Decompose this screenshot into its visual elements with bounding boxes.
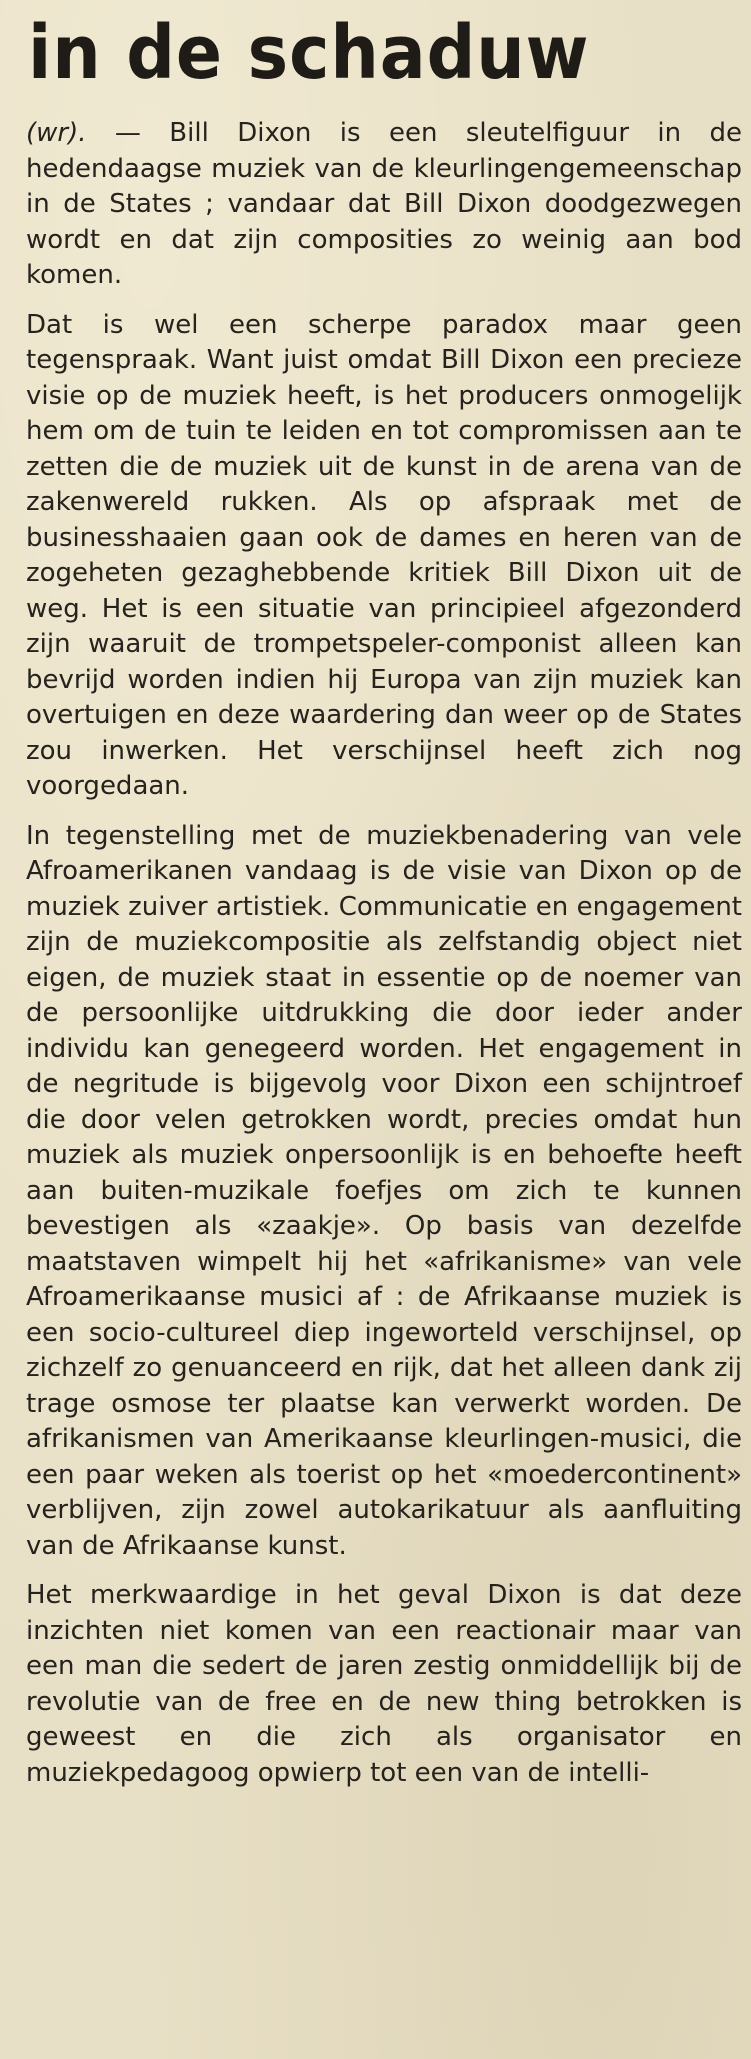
paragraph-4: Het merkwaardige in het geval Dixon is dat deze inzichten niet komen van een reactionair maar van een man die sedert de jaren zestig onmiddellijk bij de revolutie van de free en de new thing betrokken is geweest en die zich als organisator en muziekpedagoog opwierp tot een van de intelli- bbox=[26, 1580, 742, 1788]
paragraph-1-text: Bill Dixon is een sleutelfiguur in de hedendaagse muziek van de kleurlingengemeenschap in de States ; vandaar dat Bill Dixon doodgezwegen wordt en dat zijn composities zo weinig aan bod komen. bbox=[26, 118, 742, 290]
paragraph-2: Dat is wel een scherpe paradox maar geen tegenspraak. Want juist omdat Bill Dixon een precieze visie op de muziek heeft, is het producers onmogelijk hem om de tuin te leiden en tot compromissen aan te zetten die de muziek uit de kunst in de arena van de zakenwereld rukken. Als op afspraak met de businesshaaien gaan ook de dames en heren van de zogeheten gezaghebbende kritiek Bill Dixon uit de weg. Het is een situatie van principieel afgezonderd zijn waaruit de trompetspeler-componist alleen kan bevrijd worden indien hij Europa van zijn muziek kan overtuigen en deze waardering dan weer op de States zou inwerken. Het verschijnsel heeft zich nog voorgedaan. bbox=[26, 309, 742, 801]
headline: in de schaduw bbox=[28, 10, 590, 96]
article-body bbox=[26, 116, 742, 1805]
byline: (wr). bbox=[26, 118, 87, 148]
paragraph-3: In tegenstelling met de muziekbenadering van vele Afroamerikanen vandaag is de visie van Dixon op de muziek zuiver artistiek. Communicatie en engagement zijn de muziekcompositie als zelfstandig object niet eigen, de muziek staat in essentie op de noemer van de persoonlijke uitdrukking die door ieder ander individu kan genegeerd worden. Het engagement in de negritude is bijgevolg voor Dixon een schijntroef die door velen getrokken wordt, precies omdat hun muziek als muziek onpersoonlijk is en behoefte heeft aan buiten-muzikale foefjes om zich te kunnen bevestigen als «zaakje». Op basis van dezelfde maatstaven wimpelt hij het «afrikanisme» van vele Afroamerikaanse musici af : de Afrikaanse muziek is een socio-cultureel diep ingeworteld verschijnsel, op zichzelf zo genuanceerd en rijk, dat het alleen dank zij trage osmose ter plaatse kan verwerkt worden. De afrikanismen van Amerikaanse kleurlingen-musici, die een paar weken als toerist op het «moedercontinent» verblijven, zijn zowel autokarikatuur als aanfluiting van de Afrikaanse kunst. bbox=[26, 820, 742, 1561]
paragraph-1 bbox=[26, 116, 742, 294]
byline-dash: — bbox=[86, 118, 170, 148]
